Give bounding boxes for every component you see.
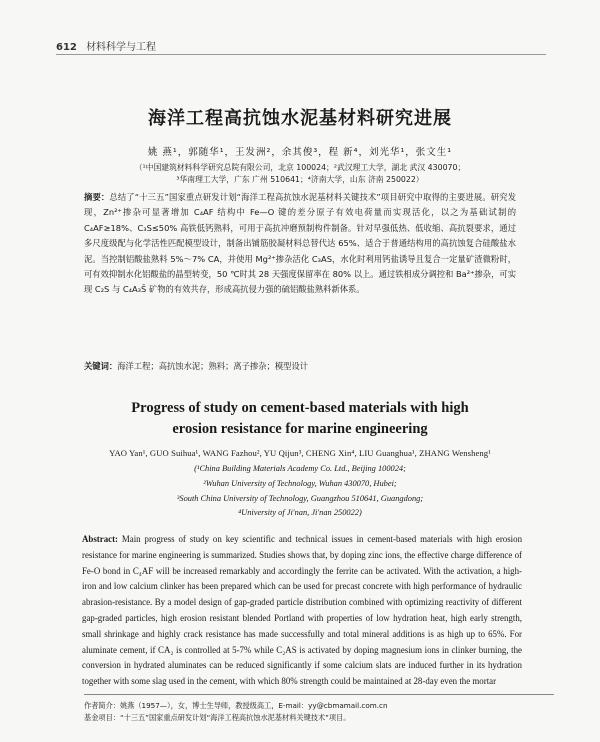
chinese-title: 海洋工程高抗蚀水泥基材料研究进展 bbox=[148, 108, 452, 129]
english-affiliation-line: ⁴University of Ji'nan, Ji'nan 250022) bbox=[238, 508, 362, 518]
english-title-line: Progress of study on cement-based materials with high bbox=[131, 400, 469, 416]
chinese-keywords bbox=[84, 360, 516, 372]
english-abstract-text: Main progress of study on key scientific and technical issues in cement-based materials with high erosion resistance for marine engineering is summarized. Studies shows that, by doping zinc ions, the effective charge difference of Fe-O bond in C₄AF will be increased remarkably and accordingly the ferrite can be activated. With the activation, a high-iron and low calcium clinker has been prepared which can be used for precast concrete with high performance of hydraulic abrasion-resistance. By a model design of gap-graded particle distribution combined with optimizing reactivity of different gap-graded particles, high erosion resistant blended Portland with properties of low hydration heat, high early strength, small shrinkage and highly crack resistance has made successfully and total mineral additions is as high up to 65%. For aluminate cement, if CA₂ is controlled at 5-7% while C₂AS is activated by doping magnesium ions in clinker burning, the conversion in hydrated aluminates can be reduced significantly if some calcium slats are induced further in its hydration together with some slag used in the cement, with which 80% strength could be maintained at 28-day even the mortar bbox=[82, 534, 523, 687]
chinese-authors: 姚 燕¹，郭随华¹，王发洲²，余其俊³，程 新⁴，刘光华¹，张文生¹ bbox=[147, 147, 453, 158]
chinese-abstract-label: 摘要： bbox=[84, 192, 110, 202]
english-abstract-label: Abstract: bbox=[82, 534, 118, 544]
english-affiliation-line: ³South China University of Technology, Guangzhou 510641, Guangdong; bbox=[176, 493, 424, 503]
english-abstract bbox=[82, 532, 522, 690]
chinese-abstract bbox=[84, 190, 516, 298]
chinese-affiliations bbox=[60, 162, 540, 186]
english-affiliation-line: (¹China Building Materials Academy Co. Ltd., Beijing 100024; bbox=[194, 464, 406, 473]
chinese-affiliation-line: （¹中国建筑材料科学研究总院有限公司，北京 100024；²武汉理工大学，湖北 武汉 430070； bbox=[134, 163, 466, 172]
english-affiliations bbox=[60, 462, 540, 521]
running-head bbox=[56, 38, 546, 55]
english-affiliation-line: ²Wuhan University of Technology, Wuhan 430070, Hubei; bbox=[203, 478, 397, 488]
english-authors: YAO Yan¹, GUO Suihua¹, WANG Fazhou², YU Qijun³, CHENG Xin⁴, LIU Guanghua¹, ZHANG Wensheng¹ bbox=[109, 448, 491, 458]
english-title-line: erosion resistance for marine engineering bbox=[172, 421, 428, 437]
journal-name: 材料科学与工程 bbox=[86, 42, 157, 53]
chinese-keywords-label: 关键词： bbox=[84, 361, 118, 371]
footnote bbox=[84, 694, 554, 724]
chinese-abstract-text: 总结了“十三五”国家重点研发计划“海洋工程高抗蚀水泥基材料关键技术”项目研究中取得的主要进展。研究发现，Zn²⁺掺杂可显著增加 C₄AF 结构中 Fe—O 键的差分原子有效电荷量而实现活化，以之为基础试制的 C₄AF≥18%、C₃S≤50% 高铁低钙熟料，可用于高抗冲磨预制构件制备。针对早强低热、低收缩、高抗裂要求，通过多尺度级配与化学活性匹配模型设计，制备出铺筋胶凝材料总替代达 65%、适合于普通结构用的高抗蚀复合硅酸盐水泥。当控制铝酸盐熟料 5%～7% CA，并使用 Mg²⁺掺杂活化 C₃AS，水化时利用钙盐诱导且复合一定量矿渣微粉时，可有效抑制水化铝酸盐的晶型转变，50 ℃时其 28 天强度保留率在 80% 以上。通过铁相成分调控和 Ba²⁺掺杂，可实现 C₂S 与 C₄A₃S̄ 矿物的有效共存，形成高抗侵力强的硫铝酸盐熟料新体系。 bbox=[84, 192, 516, 295]
chinese-keywords-text: 海洋工程；高抗蚀水泥；熟料；离子掺杂；模型设计 bbox=[117, 361, 309, 371]
chinese-affiliation-line: ³华南理工大学，广东 广州 510641；⁴济南大学，山东 济南 250022） bbox=[176, 175, 424, 184]
footnote-author-info: 作者简介：姚燕（1957—），女，博士生导师，教授级高工，E-mail：yy@cbmamail.com.cn bbox=[84, 701, 388, 710]
english-title bbox=[0, 398, 600, 440]
footnote-fund-info: 基金项目：“十三五”国家重点研发计划“海洋工程高抗蚀水泥基材料关键技术”项目。 bbox=[84, 713, 351, 722]
page-number: 612 bbox=[56, 42, 77, 53]
